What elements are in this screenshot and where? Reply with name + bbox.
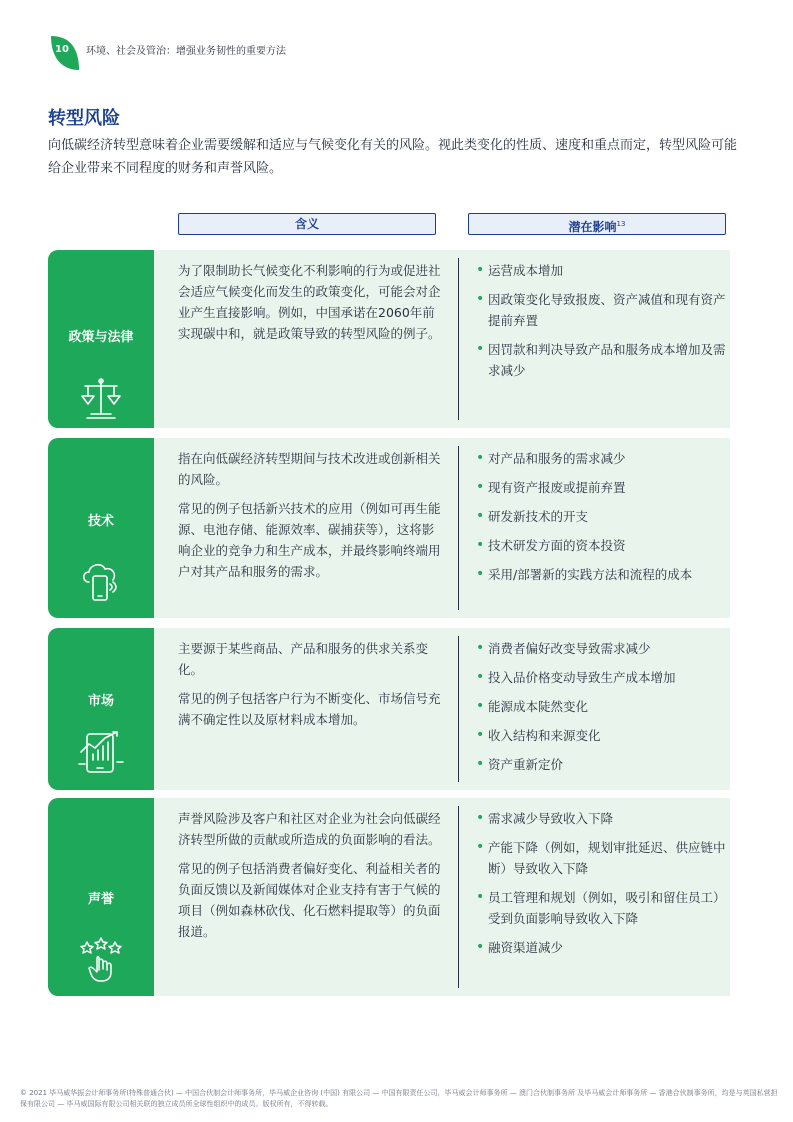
list-item: • 因罚款和判决导致产品和服务成本增加及需求减少 bbox=[476, 339, 726, 381]
risk-row-reputation bbox=[48, 798, 730, 996]
list-item: • 收入结构和来源变化 bbox=[476, 725, 726, 746]
list-item: • 需求减少导致收入下降 bbox=[476, 808, 726, 829]
meaning-text: 指在向低碳经济转型期间与技术改进或创新相关的风险。 常见的例子包括新兴技术的应用（例如可再生能源、电池存储、能源效率、碳捕获等），这将影响企业的竞争力和生产成本，并最终影响终端用户对其产品和服务的需求。 bbox=[178, 451, 441, 579]
row-content bbox=[154, 250, 730, 428]
row-label-panel bbox=[48, 438, 154, 618]
list-item: • 因政策变化导致报废、资产减值和现有资产提前弃置 bbox=[476, 289, 726, 331]
list-item: • 采用/部署新的实践方法和流程的成本 bbox=[476, 564, 726, 585]
list-item: • 融资渠道减少 bbox=[476, 937, 726, 958]
row-label: 技术 bbox=[87, 514, 114, 529]
column-divider bbox=[458, 258, 459, 420]
leaf-icon bbox=[48, 34, 82, 72]
risk-row-technology bbox=[48, 438, 730, 618]
row-content bbox=[154, 798, 730, 996]
column-header-impact: 潜在影响$^{13}$ bbox=[468, 213, 726, 235]
impact-list bbox=[476, 808, 726, 966]
impact-list bbox=[476, 638, 726, 783]
column-divider bbox=[458, 636, 459, 782]
impact-list bbox=[476, 260, 726, 389]
section-title: 转型风险 bbox=[48, 108, 120, 129]
meaning-text: 主要源于某些商品、产品和服务的供求关系变化。 常见的例子包括客户行为不断变化、市场信号充满不确定性以及原材料成本增加。 bbox=[178, 641, 441, 727]
list-item: • 现有资产报废或提前弃置 bbox=[476, 477, 726, 498]
market-chart-icon bbox=[77, 728, 125, 776]
impact-list bbox=[476, 448, 726, 593]
page-number: 10 bbox=[55, 44, 69, 55]
list-item: • 产能下降（例如，规划审批延迟、供应链中断）导致收入下降 bbox=[476, 837, 726, 879]
stars-hand-icon bbox=[77, 936, 125, 984]
row-content bbox=[154, 628, 730, 790]
intro-paragraph: 向低碳经济转型意味着企业需要缓解和适应与气候变化有关的风险。视此类变化的性质、速度和重点而定，转型风险可能给企业带来不同程度的财务和声誉风险。 bbox=[48, 138, 738, 176]
list-item: • 消费者偏好改变导致需求减少 bbox=[476, 638, 726, 659]
list-item: • 对产品和服务的需求减少 bbox=[476, 448, 726, 469]
list-item: • 能源成本陡然变化 bbox=[476, 696, 726, 717]
list-item: • 员工管理和规划（例如，吸引和留住员工）受到负面影响导致收入下降 bbox=[476, 887, 726, 929]
risk-row-market bbox=[48, 628, 730, 790]
row-label-panel bbox=[48, 798, 154, 996]
row-label: 市场 bbox=[87, 694, 114, 709]
list-item: • 研发新技术的开支 bbox=[476, 506, 726, 527]
list-item: • 资产重新定价 bbox=[476, 754, 726, 775]
row-label: 政策与法律 bbox=[68, 330, 134, 345]
column-divider bbox=[458, 806, 459, 988]
page-header bbox=[48, 34, 286, 72]
footer-copyright: © 2021 毕马威华振会计师事务所(特殊普通合伙) — 中国合伙制会计师事务所，毕马威企业咨询 (中国) 有限公司 — 中国有限责任公司，毕马威会计师事务所 — 澳门合伙制事务所 及毕马威会计师事务所 — 香港合伙制事务所，均是与英国私营担保有限公司 — 毕马威国际有限公司相关联的独立成员所全球性组织中的成员。版权所有，不得转载。 bbox=[20, 1089, 778, 1108]
row-content bbox=[154, 438, 730, 618]
meaning-text: 声誉风险涉及客户和社区对企业为社会向低碳经济转型所做的贡献或所造成的负面影响的看法。 常见的例子包括消费者偏好变化、利益相关者的负面反馈以及新闻媒体对企业支持有害于气候的项目（例如森林砍伐、化石燃料提取等）的负面报道。 bbox=[178, 811, 441, 939]
risk-row-policy bbox=[48, 250, 730, 428]
scale-icon bbox=[77, 374, 125, 422]
row-label: 声誉 bbox=[87, 892, 114, 907]
list-item: • 技术研发方面的资本投资 bbox=[476, 535, 726, 556]
row-label-panel bbox=[48, 628, 154, 790]
row-label-panel bbox=[48, 250, 154, 428]
column-header-meaning: 含义 bbox=[178, 213, 436, 235]
header-title: 环境、社会及管治：增强业务韧性的重要方法 bbox=[86, 45, 286, 57]
list-item: • 运营成本增加 bbox=[476, 260, 726, 281]
cloud-phone-icon bbox=[77, 556, 125, 604]
column-divider bbox=[458, 446, 459, 610]
list-item: • 投入品价格变动导致生产成本增加 bbox=[476, 667, 726, 688]
meaning-text: 为了限制助长气候变化不利影响的行为或促进社会适应气候变化而发生的政策变化，可能会对企业产生直接影响。例如，中国承诺在2060年前实现碳中和，就是政策导致的转型风险的例子。 bbox=[178, 263, 441, 341]
